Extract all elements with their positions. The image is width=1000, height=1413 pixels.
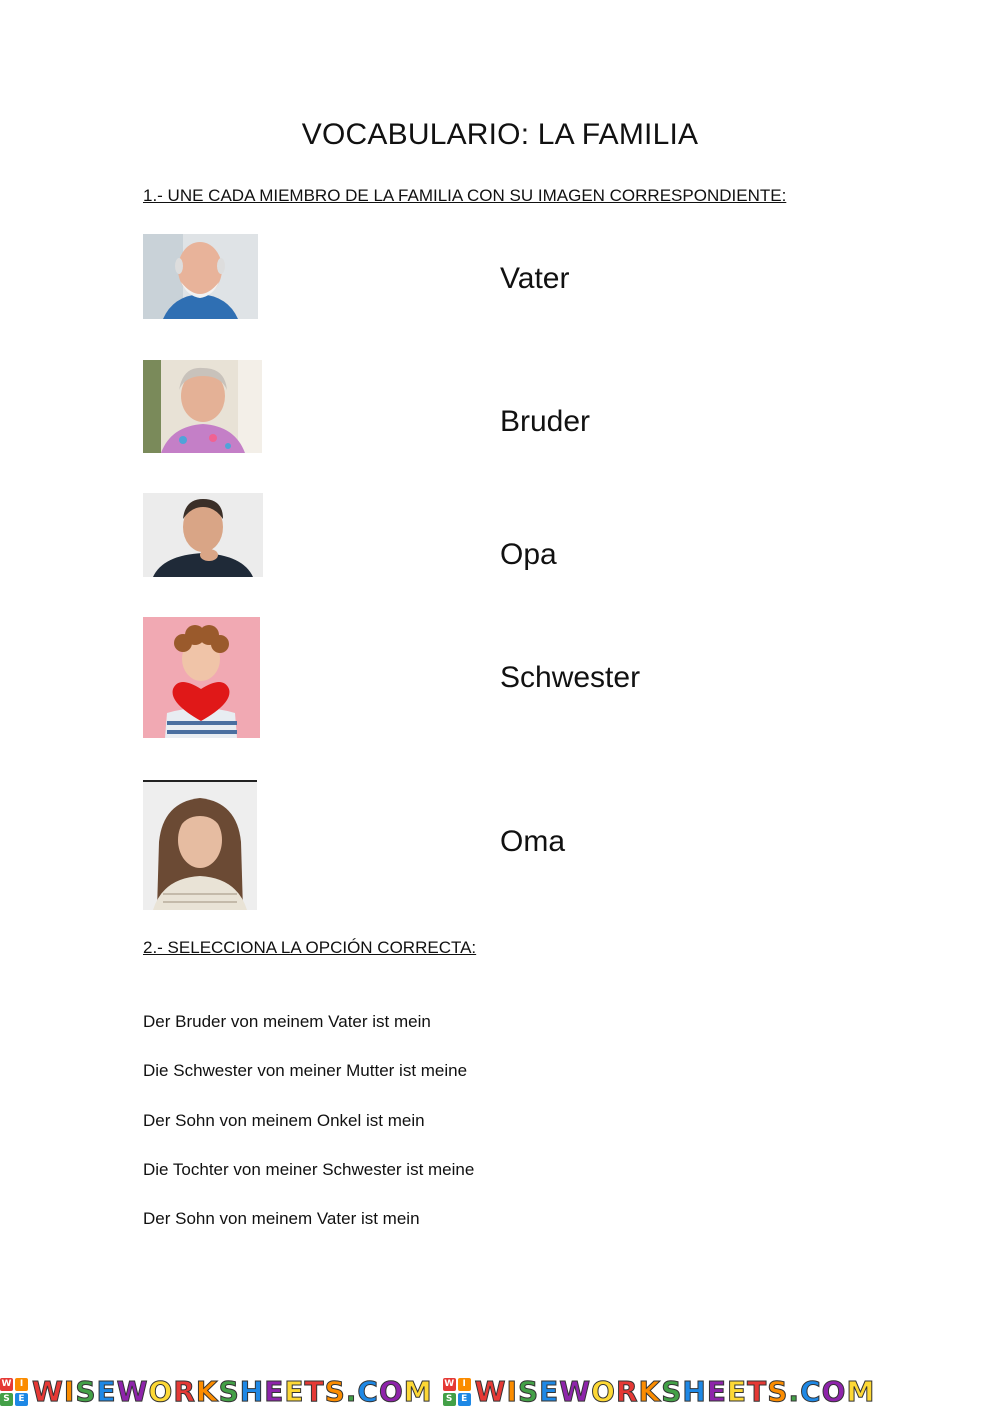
section-2-heading: 2.- SELECCIONA LA OPCIÓN CORRECTA: <box>143 938 477 957</box>
brand-text: WISEWORKSHEETS.COM <box>474 1375 876 1408</box>
boy-photo <box>143 617 260 738</box>
word-bruder: Bruder <box>500 405 591 438</box>
brand-logo <box>0 1375 433 1408</box>
page-title: VOCABULARIO: LA FAMILIA <box>301 118 699 151</box>
word-oma: Oma <box>500 825 566 858</box>
father-photo <box>143 493 263 577</box>
word-schwester: Schwester <box>500 661 641 694</box>
sentence-5: Der Sohn von meinem Vater ist mein <box>143 1209 420 1228</box>
word-vater: Vater <box>500 262 570 295</box>
word-opa: Opa <box>500 538 557 571</box>
brand-logo-icon: W I S E <box>443 1378 471 1406</box>
sentence-4: Die Tochter von meiner Schwester ist meine <box>143 1160 475 1179</box>
brand-logo-icon: W I S E <box>0 1378 28 1406</box>
brand-text: WISEWORKSHEETS.COM <box>32 1375 433 1408</box>
girl-photo <box>143 780 257 912</box>
brand-logo <box>443 1375 876 1408</box>
grandfather-photo <box>143 234 258 319</box>
section-1-heading: 1.- UNE CADA MIEMBRO DE LA FAMILIA CON SU IMAGEN CORRESPONDIENTE: <box>143 186 787 205</box>
footer-watermark <box>0 1370 1000 1413</box>
grandmother-photo <box>143 360 262 453</box>
sentence-3: Der Sohn von meinem Onkel ist mein <box>143 1111 425 1130</box>
sentence-1: Der Bruder von meinem Vater ist mein <box>143 1012 431 1031</box>
sentence-2: Die Schwester von meiner Mutter ist meine <box>143 1061 468 1080</box>
